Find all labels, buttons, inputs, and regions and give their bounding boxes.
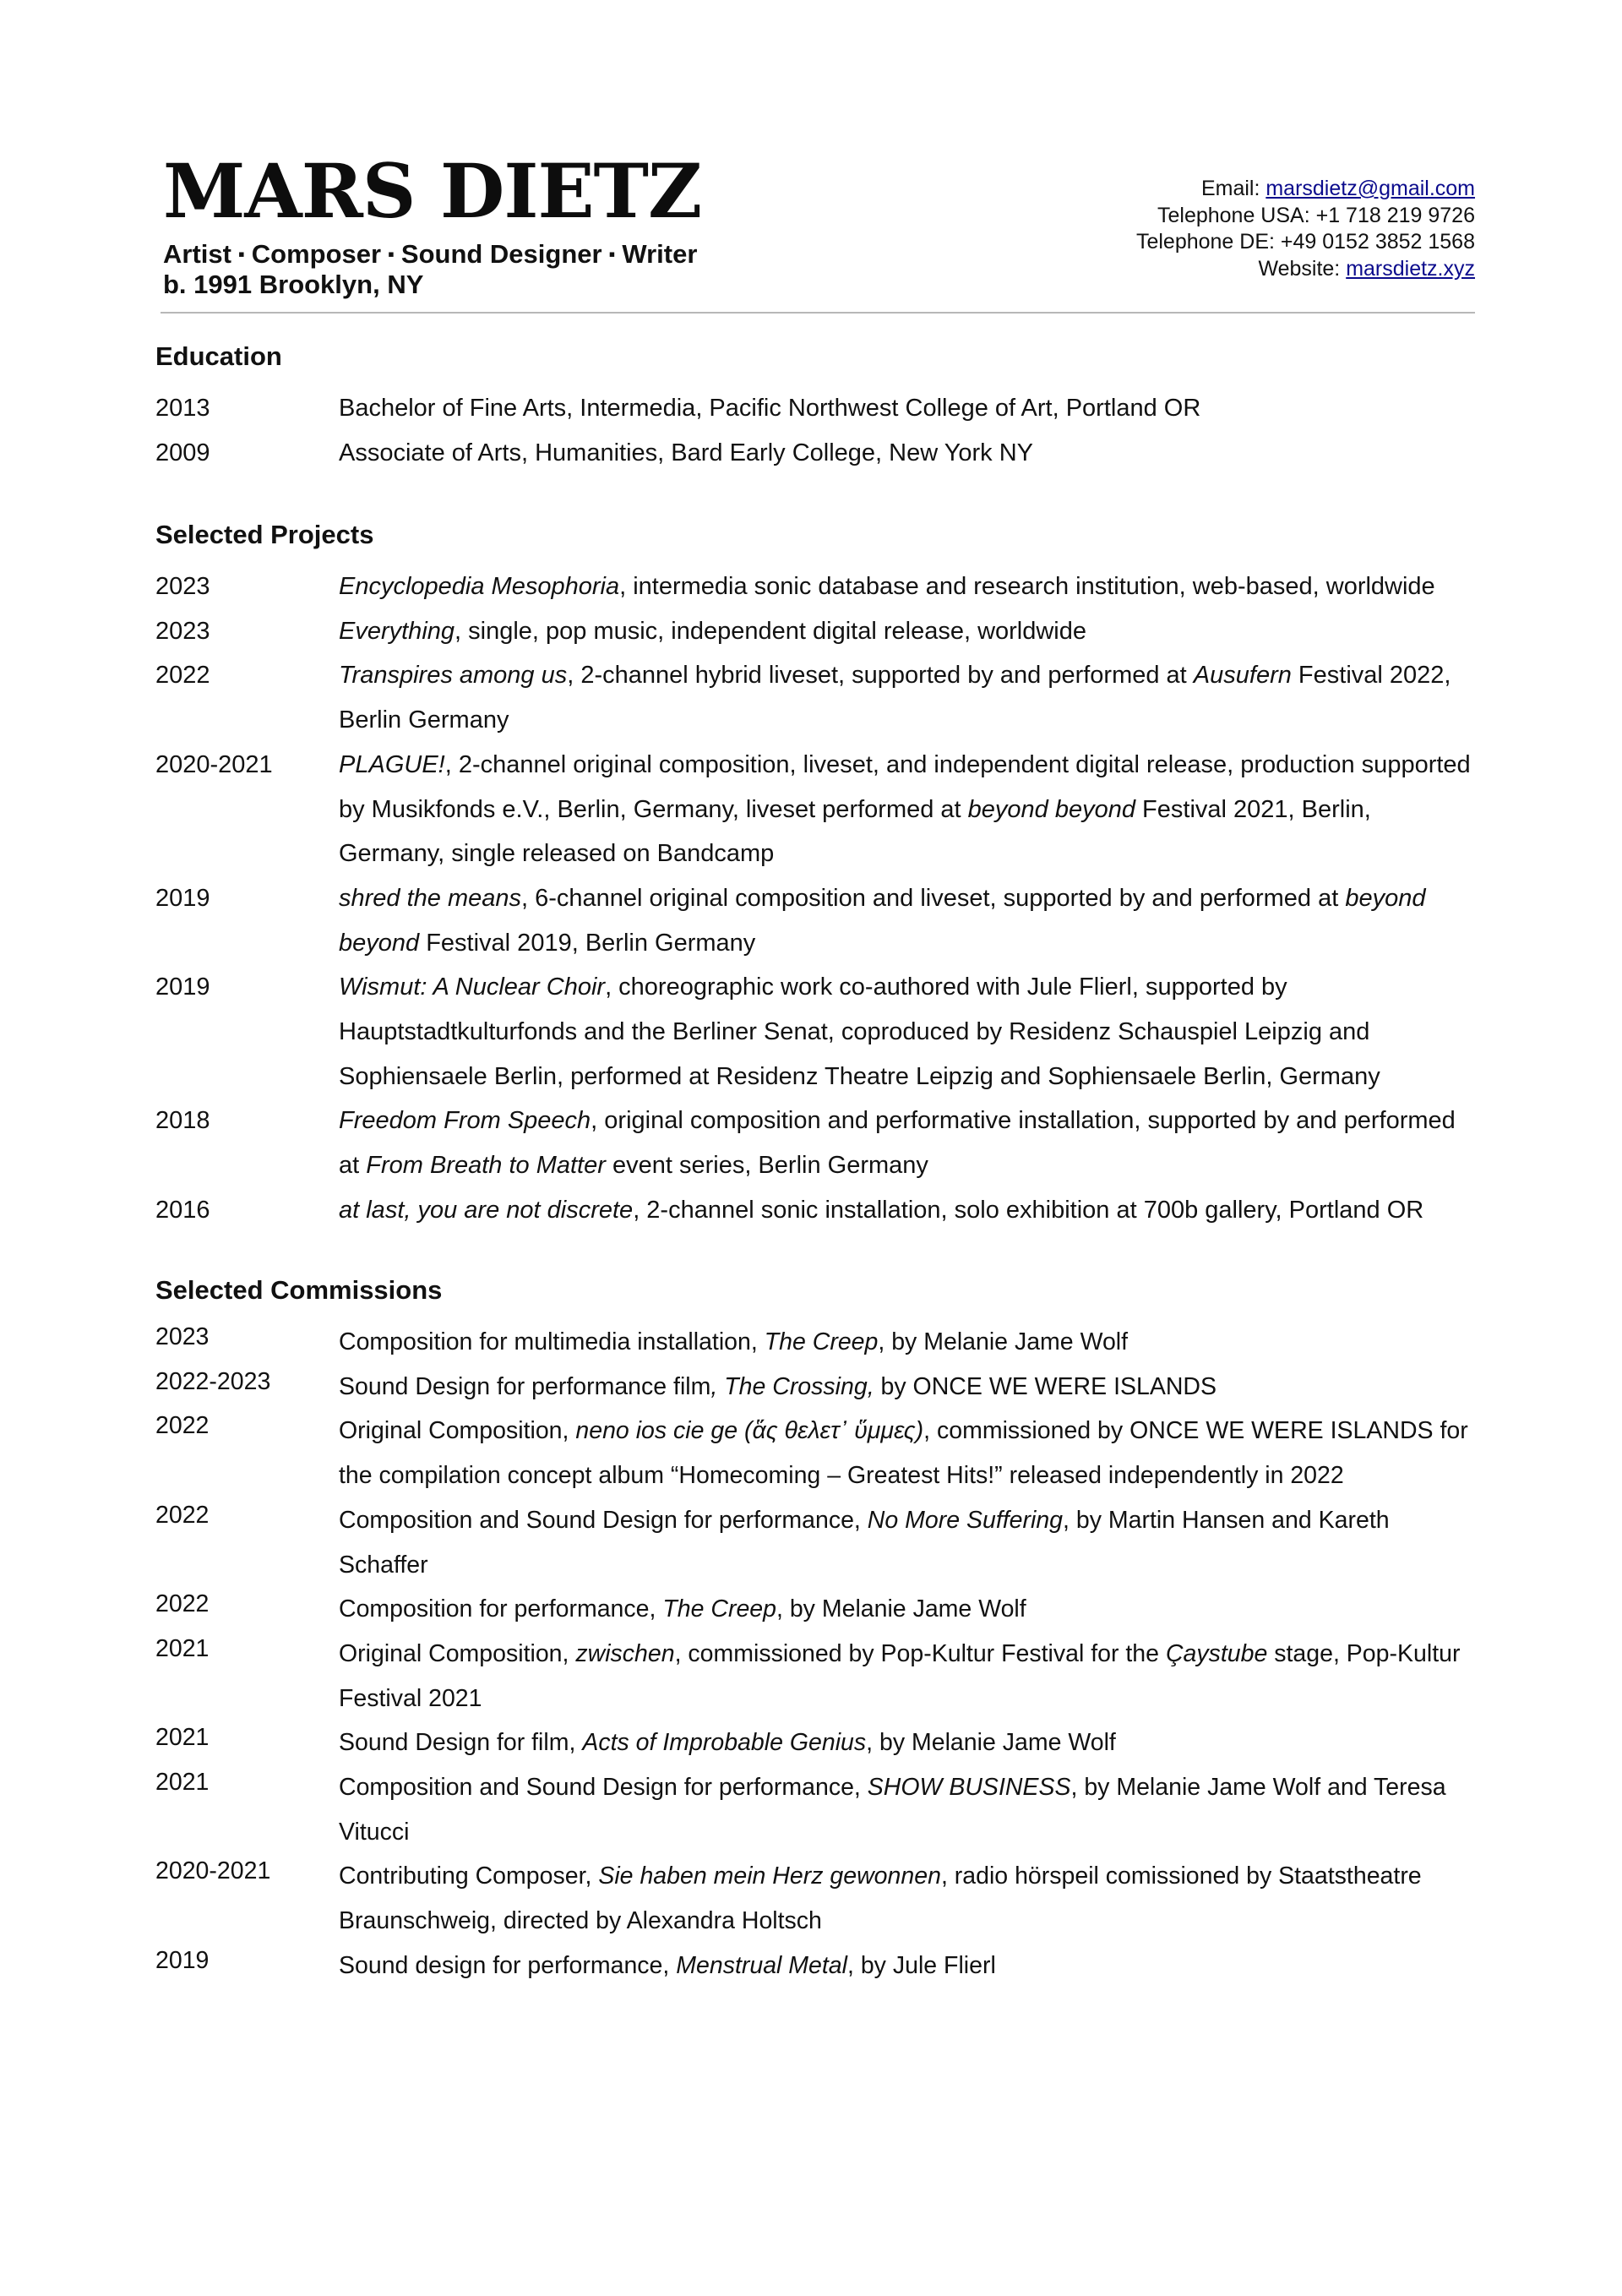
cv-entry bbox=[155, 564, 1482, 609]
entry-title-text: SHOW BUSINESS bbox=[867, 1774, 1071, 1802]
entry-year: 2023 bbox=[155, 1323, 210, 1350]
cv-entry bbox=[155, 1854, 1482, 1943]
role-separator: ▪ bbox=[608, 243, 616, 265]
entry-text: , 6-channel original composition and liveset, supported by and performed at bbox=[521, 884, 1346, 912]
entry-text: Composition and Sound Design for performance, bbox=[339, 1774, 868, 1802]
entry-text: , commissioned by ONCE WE WERE ISLANDS for the compilation concept album “Homecoming – Greatest Hits!” released independently in 2022 bbox=[339, 1417, 1468, 1490]
contact-email bbox=[884, 176, 1475, 203]
entry-title-text: at last, you are not discrete bbox=[339, 1196, 634, 1224]
role-item: Composer bbox=[251, 239, 382, 269]
entry-description bbox=[339, 965, 1482, 1099]
entry-text: , by Melanie Jame Wolf bbox=[776, 1595, 1026, 1623]
entry-text: Bachelor of Fine Arts, Intermedia, Pacific Northwest College of Art, Portland OR bbox=[339, 395, 1201, 422]
entry-text: Composition for performance, bbox=[339, 1595, 663, 1623]
cv-entry bbox=[155, 1721, 1482, 1765]
role-item: Artist bbox=[163, 239, 231, 269]
entry-text: , by Melanie Jame Wolf bbox=[878, 1328, 1129, 1355]
entry-description bbox=[339, 564, 1482, 609]
entry-description bbox=[339, 653, 1482, 742]
entry-text: event series, Berlin Germany bbox=[605, 1152, 928, 1180]
cv-entry bbox=[155, 965, 1482, 1099]
entry-text: , single, pop music, independent digital release, worldwide bbox=[454, 617, 1087, 645]
entry-year: 2021 bbox=[155, 1634, 210, 1662]
entry-description bbox=[339, 1765, 1482, 1854]
entry-description bbox=[339, 1320, 1482, 1365]
entry-description bbox=[339, 743, 1482, 876]
commissions-section bbox=[155, 1275, 1482, 1988]
cv-entry bbox=[155, 1188, 1482, 1233]
entry-text: , 2-channel sonic installation, solo exhibition at 700b gallery, Portland OR bbox=[633, 1196, 1424, 1224]
cv-entry bbox=[155, 1632, 1482, 1721]
website-label: Website: bbox=[1258, 256, 1347, 281]
cv-entry bbox=[155, 743, 1482, 876]
cv-entry bbox=[155, 1498, 1482, 1587]
entry-description bbox=[339, 1498, 1482, 1587]
entry-title-text: Encyclopedia Mesophoria bbox=[339, 573, 620, 600]
section-title: Selected Projects bbox=[155, 520, 374, 549]
entry-text: , radio hörspeil comissioned by Staatstheatre Braunschweig, directed by Alexandra Holtsch bbox=[339, 1862, 1422, 1935]
entry-text: Sound Design for performance film bbox=[339, 1372, 711, 1400]
entry-text: stage, Pop-Kultur Festival 2021 bbox=[339, 1639, 1461, 1712]
entry-description bbox=[339, 431, 1482, 476]
entry-year: 2019 bbox=[155, 884, 210, 912]
entry-text: , commissioned by Pop-Kultur Festival for the bbox=[674, 1639, 1166, 1667]
education-section bbox=[155, 341, 1482, 475]
entry-description bbox=[339, 1944, 1482, 1988]
contact-phone-de: Telephone DE: +49 0152 3852 1568 bbox=[1135, 230, 1475, 254]
entry-description bbox=[339, 1721, 1482, 1765]
entry-title-text: Acts of Improbable Genius bbox=[582, 1729, 867, 1757]
entry-title-text: Transpires among us bbox=[339, 662, 568, 690]
entry-year: 2023 bbox=[155, 573, 210, 600]
entry-title-text: From Breath to Matter bbox=[366, 1152, 606, 1180]
education-list bbox=[155, 386, 1482, 475]
entry-text: Composition for multimedia installation, bbox=[339, 1328, 765, 1355]
entry-description bbox=[339, 876, 1482, 965]
website-link[interactable]: marsdietz.xyz bbox=[1346, 256, 1475, 281]
entry-text: by ONCE WE WERE ISLANDS bbox=[874, 1372, 1217, 1400]
cv-entry bbox=[155, 1944, 1482, 1988]
entry-year: 2022 bbox=[155, 1590, 210, 1618]
entry-year: 2022-2023 bbox=[155, 1367, 271, 1395]
cv-entry bbox=[155, 431, 1482, 476]
entry-title-text: No More Suffering bbox=[867, 1506, 1064, 1534]
entry-description bbox=[339, 609, 1482, 654]
entry-year: 2018 bbox=[155, 1107, 210, 1135]
entry-title-text: PLAGUE! bbox=[339, 750, 445, 778]
entry-text: Festival 2021, Berlin, Germany, single released on Bandcamp bbox=[339, 795, 1371, 868]
cv-entry bbox=[155, 876, 1482, 965]
entry-title-text: The Creep bbox=[764, 1328, 879, 1355]
section-title: Education bbox=[155, 341, 282, 371]
entry-title-text: shred the means bbox=[339, 884, 522, 912]
role-item: Writer bbox=[622, 239, 698, 269]
entry-title-text: Sie haben mein Herz gewonnen bbox=[598, 1862, 941, 1890]
entry-description bbox=[339, 1854, 1482, 1943]
entry-description bbox=[339, 1409, 1482, 1497]
entry-description bbox=[339, 1587, 1482, 1632]
email-label: Email: bbox=[1200, 177, 1266, 200]
entry-title-text: neno ios cie ge (ἅς θελετ᾽ ὕμμες) bbox=[575, 1417, 924, 1445]
header-divider bbox=[161, 312, 1475, 314]
entry-text: , choreographic work co-authored with Jule Flierl, supported by Hauptstadtkulturfonds and the Berliner Senat, coproduced by Residenz Schauspiel Leipzig and Sophiensaele Berlin, performed at Residenz Theatre Leipzig and Sophiensaele Berlin, Germany bbox=[339, 973, 1380, 1090]
entry-year: 2019 bbox=[155, 1946, 210, 1974]
section-title: Selected Commissions bbox=[155, 1275, 443, 1305]
role-item: Sound Designer bbox=[400, 239, 602, 269]
entry-text: , by Martin Hansen and Kareth Schaffer bbox=[339, 1506, 1390, 1579]
entry-description bbox=[339, 1188, 1482, 1233]
entry-description bbox=[339, 1365, 1482, 1410]
entry-title-text: beyond beyond bbox=[967, 795, 1135, 823]
entry-text: Associate of Arts, Humanities, Bard Early College, New York NY bbox=[339, 439, 1034, 466]
entry-title-text: Ausufern bbox=[1193, 662, 1292, 690]
entry-year: 2016 bbox=[155, 1196, 210, 1224]
entry-description bbox=[339, 1099, 1482, 1187]
entry-text: , by Melanie Jame Wolf and Teresa Vitucci bbox=[339, 1774, 1446, 1846]
cv-entry bbox=[155, 653, 1482, 742]
entry-text: , 2-channel hybrid liveset, supported by and performed at bbox=[567, 662, 1194, 690]
entry-text: , by Melanie Jame Wolf bbox=[866, 1729, 1116, 1757]
entry-title-text: , The Crossing, bbox=[710, 1372, 874, 1400]
entry-description bbox=[339, 1632, 1482, 1721]
entry-text: , by Jule Flierl bbox=[847, 1951, 996, 1979]
entry-year: 2023 bbox=[155, 617, 210, 645]
entry-title-text: Wismut: A Nuclear Choir bbox=[339, 973, 606, 1001]
cv-entry bbox=[155, 1365, 1482, 1410]
commissions-list bbox=[155, 1320, 1482, 1988]
entry-text: , original composition and performative installation, supported by and performed at bbox=[339, 1107, 1456, 1180]
contact-block bbox=[884, 176, 1475, 282]
entry-year: 2022 bbox=[155, 662, 210, 690]
cv-entry bbox=[155, 609, 1482, 654]
contact-website bbox=[884, 256, 1475, 283]
entry-year: 2009 bbox=[155, 439, 210, 466]
entry-title-text: beyond beyond bbox=[339, 884, 1426, 957]
page-title: MARS DIETZ bbox=[163, 147, 702, 235]
cv-entry bbox=[155, 1765, 1482, 1854]
entry-year: 2021 bbox=[155, 1724, 210, 1752]
cv-entry bbox=[155, 1099, 1482, 1187]
entry-year: 2020-2021 bbox=[155, 750, 273, 778]
entry-title-text: Everything bbox=[339, 617, 455, 645]
entry-year: 2013 bbox=[155, 395, 210, 422]
entry-year: 2022 bbox=[155, 1501, 210, 1529]
cv-entry bbox=[155, 1587, 1482, 1632]
entry-title-text: Freedom From Speech bbox=[339, 1107, 591, 1135]
projects-section bbox=[155, 520, 1482, 1233]
cv-entry bbox=[155, 1320, 1482, 1365]
entry-description bbox=[339, 386, 1482, 431]
entry-title-text: Menstrual Metal bbox=[676, 1951, 847, 1979]
entry-title-text: The Creep bbox=[662, 1595, 776, 1623]
role-separator: ▪ bbox=[237, 243, 245, 265]
entry-year: 2022 bbox=[155, 1412, 210, 1440]
entry-text: Original Composition, bbox=[339, 1639, 576, 1667]
entry-title-text: Çaystube bbox=[1165, 1639, 1268, 1667]
role-separator: ▪ bbox=[388, 243, 395, 265]
entry-text: , intermedia sonic database and research institution, web-based, worldwide bbox=[619, 573, 1435, 600]
entry-text: Composition and Sound Design for performance, bbox=[339, 1506, 868, 1534]
entry-text: Contributing Composer, bbox=[339, 1862, 599, 1890]
entry-text: Original Composition, bbox=[339, 1417, 576, 1445]
contact-phone-usa: Telephone USA: +1 718 219 9726 bbox=[1157, 203, 1475, 227]
entry-text: Sound Design for film, bbox=[339, 1729, 583, 1757]
projects-list bbox=[155, 564, 1482, 1233]
entry-text: , 2-channel original composition, liveset, and independent digital release, production supported by Musikfonds e.V., Berlin, Germany, liveset performed at bbox=[339, 750, 1471, 823]
birth-info: b. 1991 Brooklyn, NY bbox=[163, 270, 424, 299]
roles-line bbox=[163, 239, 697, 270]
entry-year: 2021 bbox=[155, 1769, 210, 1797]
entry-text: Sound design for performance, bbox=[339, 1951, 677, 1979]
cv-entry bbox=[155, 1409, 1482, 1497]
entry-title-text: zwischen bbox=[575, 1639, 675, 1667]
entry-year: 2020-2021 bbox=[155, 1857, 271, 1885]
entry-text: Festival 2022, Berlin Germany bbox=[339, 662, 1451, 734]
cv-entry bbox=[155, 386, 1482, 431]
entry-year: 2019 bbox=[155, 973, 210, 1001]
email-link[interactable]: marsdietz@gmail.com bbox=[1265, 177, 1475, 200]
entry-text: Festival 2019, Berlin Germany bbox=[419, 929, 756, 957]
